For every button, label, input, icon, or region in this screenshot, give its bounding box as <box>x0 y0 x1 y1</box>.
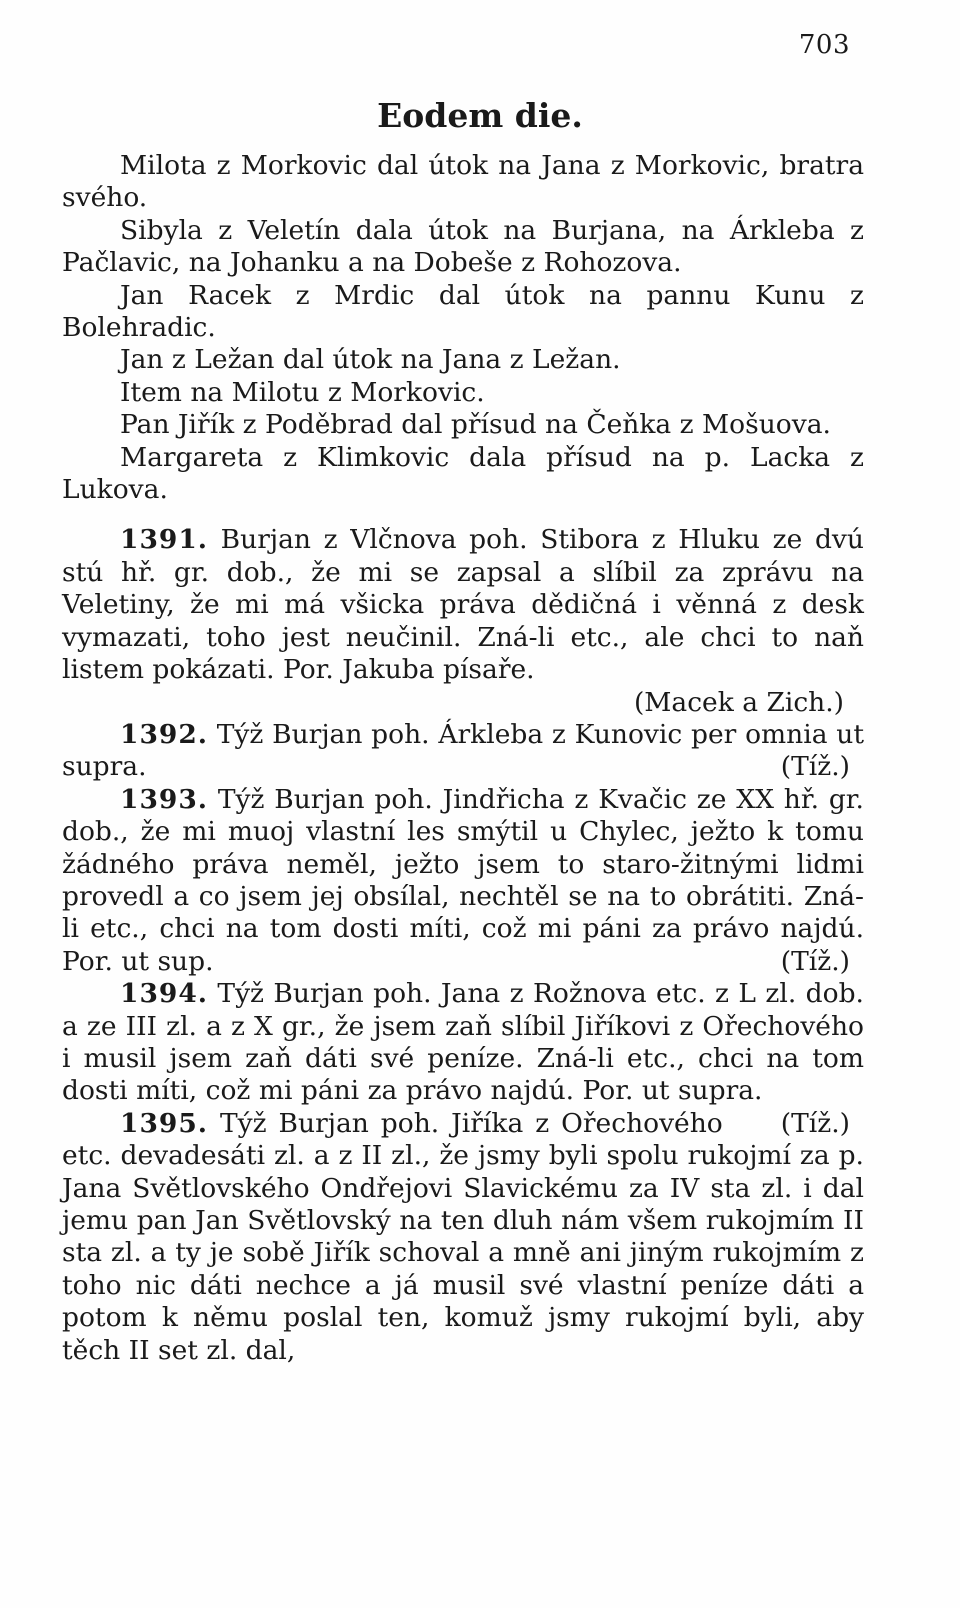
entry-note: (Macek a Zich.) <box>633 686 844 718</box>
paragraph-text: Margareta z Klimkovic dala přísud na p. Lacka z Lukova. <box>62 441 864 506</box>
entry-text: Burjan z Vlčnova poh. Stibora z Hluku ze dvú stú hř. gr. dob., že mi se zapsal a slíbil za zprávu na Veletiny, že mi má všicka práva dědičná i věnná z desk vymazati, toho jest neučinil. Zná-li etc., ale chci to naň listem pokázati. Por. Jakuba písaře. <box>62 524 864 686</box>
body-text <box>62 150 864 1367</box>
entry-number: 1393. <box>120 783 208 815</box>
paragraph-text: Pan Jiřík z Poděbrad dal přísud na Čeňka z Mošuova. <box>120 409 831 441</box>
entry-text: Týž Burjan poh. Jiříka z Ořechového etc. devadesáti zl. a z II zl., že jsmy byli spolu rukojmí za p. Jana Světlovského Ondřejovi Slavickému za IV sta zl. i dal jemu pan Jan Světlovský na ten dluh nám všem rukojmím II sta zl. a ty je sobě Jiřík schoval a mně ani jiným rukojmím z toho nic dáti nechce a já musil své vlastní peníze dáti a potom k němu poslal ten, komuž jsmy rukojmí byli, aby těch II set zl. dal, <box>62 1107 864 1366</box>
paragraph-text: Jan z Ležan dal útok na Jana z Ležan. <box>120 344 621 376</box>
entry-number: 1392. <box>120 718 208 750</box>
entry-text: Týž Burjan poh. Árkleba z Kunovic per omnia ut supra. <box>62 718 864 783</box>
entry-number: 1391. <box>120 524 208 556</box>
paragraph-text: Item na Milotu z Morkovic. <box>120 376 485 408</box>
paragraph <box>62 442 864 507</box>
entry-1391 <box>62 524 864 718</box>
paragraph-text: Jan Racek z Mrdic dal útok na pannu Kunu z Bolehradic. <box>62 279 864 344</box>
paragraph <box>62 409 864 441</box>
paragraph <box>62 150 864 215</box>
paragraph-text: Milota z Morkovic dal útok na Jana z Morkovic, bratra svého. <box>62 150 864 214</box>
paragraph <box>62 280 864 345</box>
paragraph <box>62 215 864 280</box>
page-number: 703 <box>798 30 850 60</box>
entry-text: Týž Burjan poh. Jana z Rožnova etc. z L zl. dob. a ze III zl. a z X gr., že jsem zaň slíbil Jiříkovi z Ořechového i musil jsem zaň dáti své peníze. Zná-li etc., chci na tom dosti míti, což mi páni za právo najdú. Por. ut supra. <box>62 978 864 1107</box>
entry-note: (Tíž.) <box>780 1107 850 1139</box>
entry-note: (Tíž.) <box>780 945 850 977</box>
entry-note: (Tíž.) <box>780 751 850 783</box>
paragraph <box>62 344 864 376</box>
entry-text: Týž Burjan poh. Jindřicha z Kvačic ze XX hř. gr. dob., že mi muoj vlastní les smýtil u Chylec, ježto k tomu žádného práva neměl, ježto jsem to staro-žitnými lidmi provedl a co jsem jej obsílal, nechtěl se na to obrátiti. Zná-li etc., chci na tom dosti míti, což mi páni za právo najdú. Por. ut sup. <box>62 783 864 977</box>
entry-1392 <box>62 719 864 784</box>
entry-number: 1395. <box>120 1107 208 1139</box>
entry-number: 1394. <box>120 978 208 1010</box>
entry-1395 <box>62 1108 864 1367</box>
paragraph <box>62 377 864 409</box>
entry-1393 <box>62 784 864 978</box>
section-heading: Eodem die. <box>377 96 583 135</box>
paragraph-text: Sibyla z Veletín dala útok na Burjana, na Árkleba z Pačlavic, na Johanku a na Dobeše z Rohozova. <box>62 214 864 279</box>
